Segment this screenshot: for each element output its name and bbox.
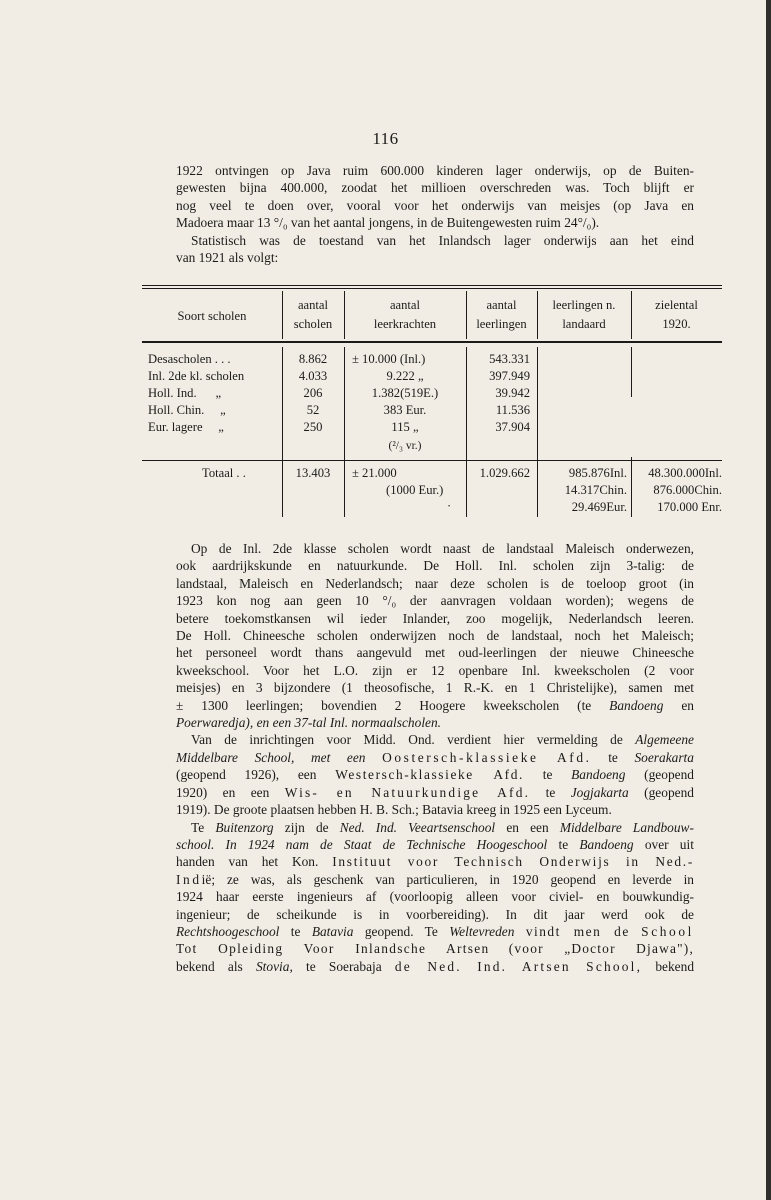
text-line: Op de Inl. 2de klasse scholen wordt naast de landstaal Maleisch onderwezen, bbox=[191, 541, 694, 556]
table-cell-note: (²/₃ vr.) bbox=[388, 440, 422, 452]
text-span: zijn de bbox=[284, 819, 329, 835]
intro-paragraph bbox=[176, 162, 694, 266]
totaal-scholen: 13.403 bbox=[295, 466, 331, 480]
place-name: Bandoeng bbox=[571, 767, 626, 783]
text-span: te bbox=[545, 784, 556, 800]
header-scholen-1: aantal bbox=[297, 298, 329, 312]
table-cell: 11.536 bbox=[495, 403, 530, 417]
text-span: (geopend 1926), een bbox=[176, 767, 317, 783]
header-landaard-1: leerlingen n. bbox=[552, 298, 616, 312]
text-line bbox=[176, 731, 694, 748]
place-name: Jogjakarta bbox=[570, 784, 629, 800]
text-line: kweekschool. Voor het L.O. zijn er 12 openbare Inl. kweekscholen (2 voor bbox=[176, 662, 694, 678]
text-span: over uit bbox=[644, 836, 694, 852]
totaal-landaard: 29.469Eur. bbox=[571, 500, 627, 514]
table-cell: 9.222 „ bbox=[386, 369, 424, 383]
table-cell: 206 bbox=[303, 386, 323, 400]
text-line bbox=[176, 923, 694, 940]
totaal-leerlingen: 1.029.662 bbox=[479, 466, 530, 480]
column-divider bbox=[631, 347, 632, 397]
text-line bbox=[176, 819, 694, 836]
text-span: (geopend bbox=[644, 784, 694, 800]
text-line bbox=[176, 714, 694, 731]
school-name: Algemeene bbox=[635, 732, 694, 748]
header-leerlingen-1: aantal bbox=[486, 298, 517, 312]
table-cell: 250 bbox=[303, 420, 323, 434]
school-name: Rechtshoogeschool bbox=[176, 923, 280, 939]
totaal-label: Totaal . . bbox=[202, 466, 246, 480]
totaal-landaard: 985.876Inl. bbox=[568, 466, 627, 480]
place-name: Weltevreden bbox=[449, 923, 515, 939]
text-span: (geopend bbox=[644, 767, 694, 783]
text-line bbox=[176, 784, 694, 801]
text-line: Madoera maar 13 °/₀ van het aantal jongens, in de Buitengewesten ruim 24°/₀). bbox=[176, 215, 600, 231]
spaced-text: Wis- en Natuurkundige Afd. bbox=[284, 784, 531, 800]
school-name: Stovia, bbox=[255, 958, 293, 974]
text-line: 1922 ontvingen op Java ruim 600.000 kinderen lager onderwijs, op de Buiten- bbox=[176, 163, 694, 178]
spaced-text: Oostersch-klassieke Afd. bbox=[382, 749, 592, 765]
text-line: van 1921 als volgt: bbox=[176, 250, 279, 266]
spaced-text: Instituut voor Technisch Onderwijs in Ned.- bbox=[332, 854, 694, 870]
text-line bbox=[176, 697, 694, 714]
text-span: en bbox=[681, 697, 694, 713]
school-name: Technische Hoogeschool bbox=[406, 836, 548, 852]
spaced-text: Tot Opleiding Voor Inlandsche Artsen bbox=[176, 941, 490, 957]
text-span: te bbox=[608, 749, 618, 765]
page-edge bbox=[766, 0, 771, 1200]
table-cell: 543.331 bbox=[489, 352, 530, 366]
table-cell: 115 „ bbox=[391, 420, 419, 434]
totaal-leerkrachten-eur: (1000 Eur.) bbox=[386, 483, 444, 497]
spaced-text: Westersch-klassieke Afd. bbox=[335, 767, 524, 783]
spaced-text: Ind bbox=[176, 871, 202, 887]
table-cell: 37.904 bbox=[495, 420, 530, 434]
text-line bbox=[176, 871, 694, 888]
school-name: school. In 1924 nam de Staat de bbox=[176, 836, 396, 852]
text-span: bekend bbox=[655, 958, 695, 974]
table-rule bbox=[142, 341, 722, 343]
header-leerkrachten-1: aantal bbox=[389, 298, 421, 312]
table-rule bbox=[142, 285, 722, 286]
text-line: nog veel te doen over, vooral voor het onderwijs van meisjes (op Java en bbox=[176, 197, 694, 213]
text-line: ook aardrijkskunde en natuurkunde. De Holl. Inl. scholen zijn 3-talig: de bbox=[176, 558, 694, 574]
table-cell: ± 10.000 (Inl.) bbox=[352, 352, 426, 366]
text-span: 1920) en een bbox=[176, 784, 270, 800]
spaced-text: de Ned. Ind. Artsen School, bbox=[394, 958, 643, 974]
totaal-leerkrachten: ± 21.000 bbox=[352, 466, 397, 480]
table-cell: Eur. lagere „ bbox=[148, 420, 224, 434]
table-cell: Inl. 2de kl. scholen bbox=[148, 369, 245, 383]
totaal-dot: · bbox=[447, 499, 452, 513]
header-soort: Soort scholen bbox=[177, 309, 247, 323]
header-scholen-2: scholen bbox=[293, 317, 333, 331]
text-line: Statistisch was de toestand van het Inlandsch lager onderwijs aan het eind bbox=[191, 232, 694, 248]
table-cell: 383 Eur. bbox=[383, 403, 427, 417]
place-name: Bandoeng bbox=[579, 836, 634, 852]
page-number: 116 bbox=[372, 129, 399, 148]
place-name: Poerwaredja), en een 37-tal Inl. normaalscholen. bbox=[176, 715, 442, 731]
text-line bbox=[176, 766, 694, 783]
text-line: landstaal, Maleisch en Nederlandsch; naar deze scholen is de toeloop groot (in bbox=[176, 575, 694, 591]
table-cell: 397.949 bbox=[489, 369, 530, 383]
header-zielental-1: zielental bbox=[655, 298, 698, 312]
statistics-table bbox=[142, 285, 722, 522]
totaal-zielental: 48.300.000Inl. bbox=[648, 466, 722, 480]
table-rule bbox=[142, 460, 722, 461]
table-cell: 39.942 bbox=[495, 386, 530, 400]
school-name: Ned. Ind. Veeartsenschool bbox=[339, 819, 496, 835]
body-paragraph bbox=[176, 540, 694, 975]
text-span: geopend. Te bbox=[364, 923, 438, 939]
text-line bbox=[176, 853, 694, 870]
text-span: te bbox=[290, 923, 301, 939]
text-span: ± 1300 leerlingen; bovendien 2 Hoogere kweekscholen (te bbox=[176, 697, 592, 713]
totaal-zielental: 876.000Chin. bbox=[653, 483, 722, 497]
place-name: Soerakarta bbox=[634, 749, 694, 765]
spaced-text: vindt men de bbox=[525, 923, 630, 939]
table-cell: 8.862 bbox=[298, 352, 328, 366]
table-cell: Holl. Chin. „ bbox=[148, 403, 226, 417]
text-line: 1923 kon nog aan geen 10 °/₀ der aanvragen voldaan worden); wegens de bbox=[176, 593, 694, 609]
text-span: en een bbox=[506, 819, 549, 835]
table-cell: Desascholen . . . bbox=[148, 352, 231, 366]
place-name: Batavia bbox=[311, 923, 354, 939]
text-span: Te bbox=[191, 819, 205, 835]
spaced-text: (voor „Doctor Djawa"), bbox=[508, 941, 694, 957]
text-line bbox=[176, 958, 694, 975]
place-name: Bandoeng bbox=[609, 697, 664, 713]
text-line bbox=[176, 836, 694, 853]
table-cell: 1.382(519E.) bbox=[371, 386, 439, 400]
table-cell: Holl. Ind. „ bbox=[148, 386, 222, 400]
header-leerkrachten-2: leerkrachten bbox=[373, 317, 437, 331]
table-cell: 52 bbox=[306, 403, 320, 417]
header-zielental-2: 1920. bbox=[662, 317, 691, 331]
school-name: Middelbare School, met een bbox=[176, 749, 366, 765]
text-line bbox=[176, 749, 694, 766]
text-line: De Holl. Chineesche scholen onderwijzen noch de landstaal, noch het Maleisch; bbox=[176, 628, 694, 644]
text-span: Van de inrichtingen voor Midd. Ond. verdient hier vermelding de bbox=[191, 732, 623, 748]
school-name: Middelbare Landbouw- bbox=[559, 819, 694, 835]
table-cell: 4.033 bbox=[298, 369, 328, 383]
table-rule bbox=[142, 288, 722, 289]
text-line bbox=[176, 940, 694, 957]
text-span: te bbox=[558, 836, 569, 852]
text-line: ingenieur; de scheikunde is in voorbereiding). In dit jaar werd ook de bbox=[176, 906, 694, 922]
spaced-text: School bbox=[641, 923, 694, 939]
header-leerlingen-2: leerlingen bbox=[476, 317, 527, 331]
totaal-zielental: 170.000 Enr. bbox=[657, 500, 722, 514]
text-line: het personeel wordt thans aangevuld met oud-leerlingen der nieuwe Chineesche bbox=[176, 645, 694, 661]
header-landaard-2: landaard bbox=[562, 317, 606, 331]
text-span: handen van het Kon. bbox=[176, 854, 319, 870]
text-line: gewesten bijna 400.000, zoodat het millioen overschreden was. Toch blijft er bbox=[176, 180, 694, 196]
text-line: betere toekomstkansen wil ieder Inlander, zoo mogelijk, Nederlandsch leeren. bbox=[176, 610, 694, 626]
totaal-landaard: 14.317Chin. bbox=[564, 483, 627, 497]
text-span: ië; ze was, als geschenk van particulieren, in 1920 geopend en leverde in bbox=[201, 871, 694, 887]
text-line: 1924 haar eerste ingenieurs af (voorloopig alleen voor civiel- en bouwkundig- bbox=[176, 889, 694, 905]
place-name: Buitenzorg bbox=[215, 819, 274, 835]
text-span: te bbox=[542, 767, 553, 783]
text-line: 1919). De groote plaatsen hebben H. B. Sch.; Batavia kreeg in 1925 een Lyceum. bbox=[176, 802, 612, 818]
text-span: te Soerabaja bbox=[306, 958, 382, 974]
text-span: bekend als bbox=[176, 958, 243, 974]
text-line: meisjes) en 3 bijzondere (1 theosofische, 1 R.-K. en 1 Christelijke), samen met bbox=[176, 680, 694, 696]
